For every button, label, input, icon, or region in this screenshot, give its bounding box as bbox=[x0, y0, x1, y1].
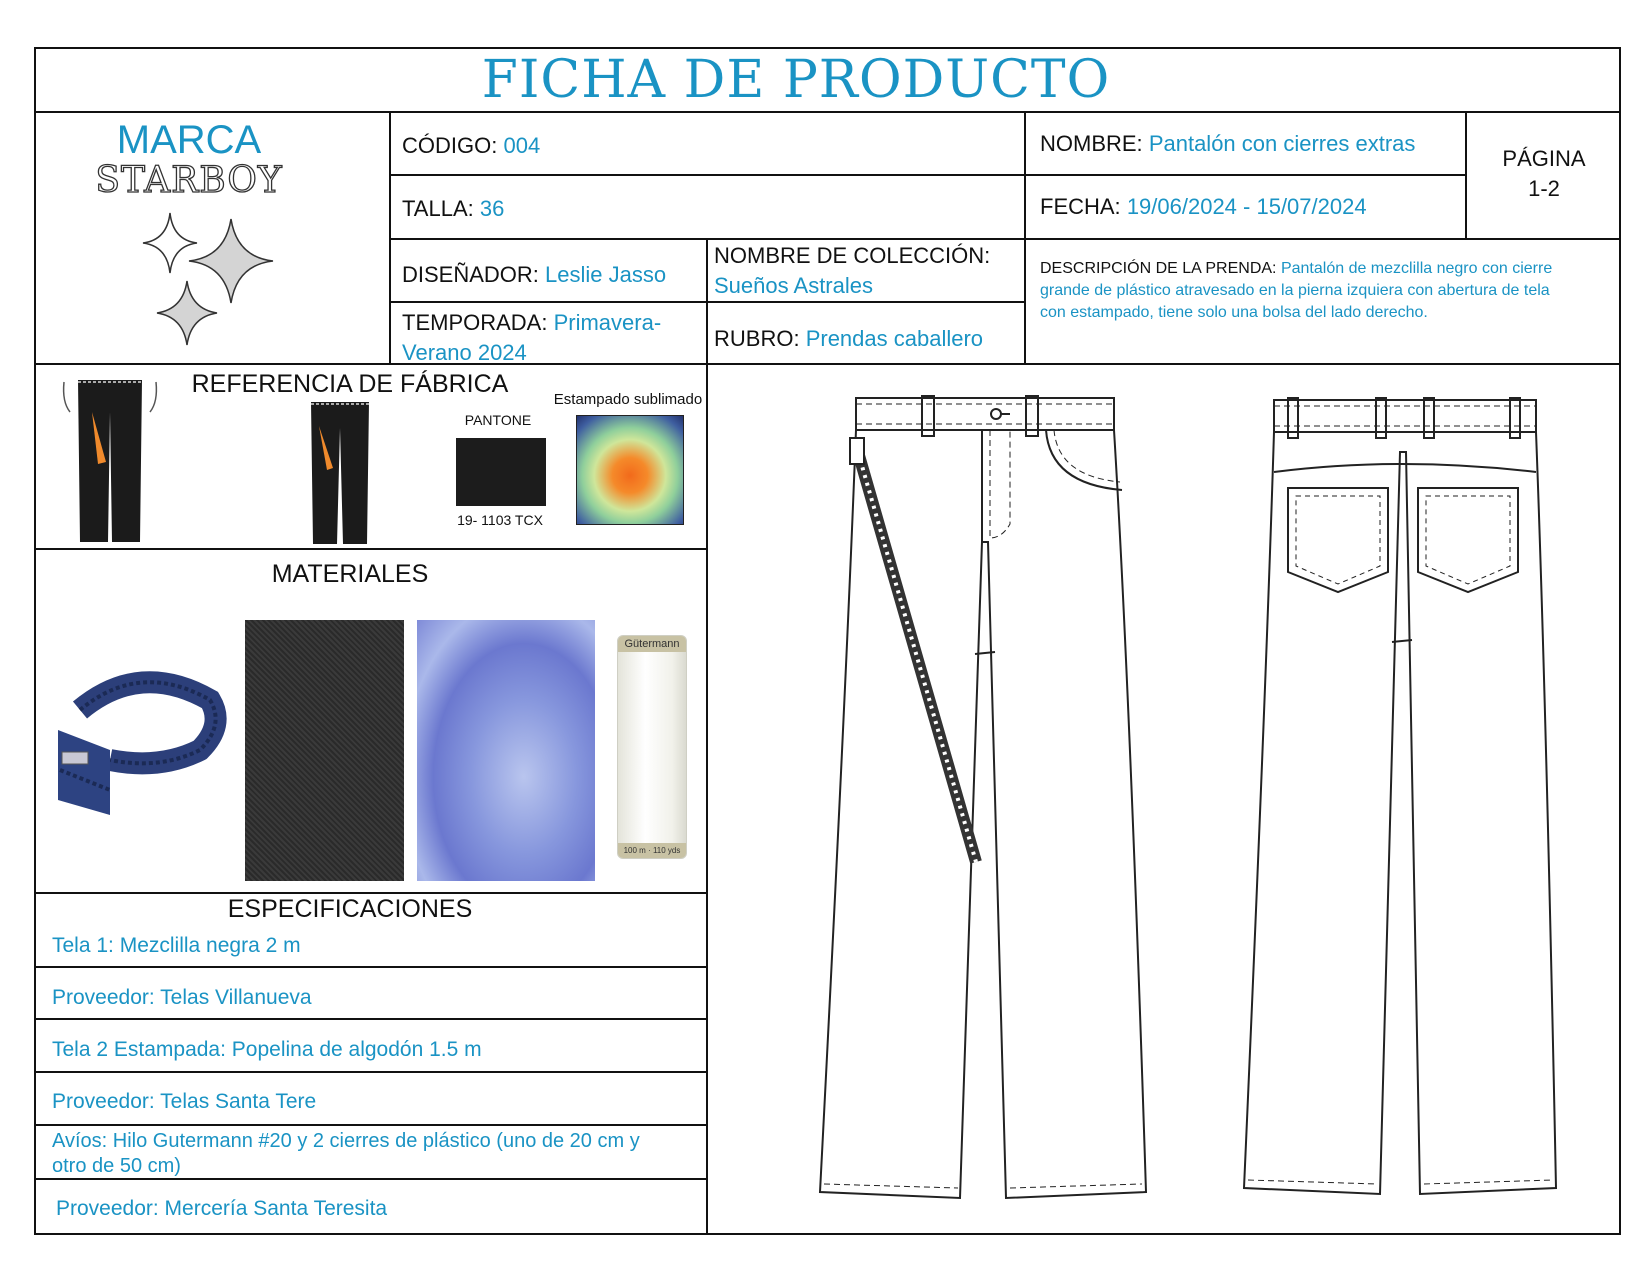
divider bbox=[1024, 111, 1026, 363]
rubro-field bbox=[714, 326, 983, 352]
thread-brand: Gütermann bbox=[618, 636, 686, 652]
materials-title: MATERIALES bbox=[271, 560, 429, 588]
divider bbox=[34, 1124, 708, 1126]
back-pants-sketch bbox=[1240, 392, 1570, 1212]
fecha-value: 19/06/2024 - 15/07/2024 bbox=[1126, 194, 1367, 219]
fecha-label: FECHA: bbox=[1040, 194, 1121, 219]
brand-name: STARBOY bbox=[95, 160, 283, 201]
descripcion-text: con estampado, tiene solo una bolsa del lado derecho. bbox=[1040, 304, 1428, 321]
spec-row: Proveedor: Mercería Santa Teresita bbox=[56, 1197, 388, 1220]
spec-row: Avíos: Hilo Gutermann #20 y 2 cierres de plástico (uno de 20 cm y bbox=[52, 1130, 640, 1152]
temporada-value-cont: Verano 2024 bbox=[402, 340, 527, 365]
pagina-value: 1-2 bbox=[1528, 176, 1560, 201]
front-pants-sketch bbox=[810, 392, 1160, 1212]
thread-spool-image bbox=[617, 635, 687, 859]
spec-row: otro de 50 cm) bbox=[52, 1155, 181, 1177]
lining-fabric-swatch bbox=[417, 620, 595, 881]
divider bbox=[389, 238, 1621, 240]
divider bbox=[34, 892, 708, 894]
divider bbox=[34, 1018, 708, 1020]
page-title: FICHA DE PRODUCTO bbox=[481, 50, 1111, 110]
reference-garment-1-image bbox=[60, 372, 160, 544]
divider bbox=[34, 1178, 708, 1180]
nombre-label: NOMBRE: bbox=[1040, 131, 1143, 156]
spec-row: Proveedor: Telas Villanueva bbox=[52, 986, 312, 1009]
spec-row: Tela 1: Mezclilla negra 2 m bbox=[52, 934, 301, 957]
brand-label: MARCA bbox=[116, 118, 262, 162]
fabric-reference-title: REFERENCIA DE FÁBRICA bbox=[191, 370, 509, 398]
spec-row: Proveedor: Telas Santa Tere bbox=[52, 1090, 317, 1113]
specifications-title: ESPECIFICACIONES bbox=[227, 895, 473, 923]
nombre-value: Pantalón con cierres extras bbox=[1148, 131, 1416, 156]
rubro-label: RUBRO: bbox=[714, 326, 800, 351]
talla-label: TALLA: bbox=[402, 196, 474, 221]
descripcion-text: Pantalón de mezclilla negro con cierre bbox=[1280, 260, 1553, 277]
temporada-field bbox=[402, 310, 661, 336]
denim-fabric-swatch bbox=[245, 620, 404, 881]
divider bbox=[1024, 174, 1467, 176]
coleccion-label: NOMBRE DE COLECCIÓN: bbox=[714, 243, 991, 268]
spec-row: Tela 2 Estampada: Popelina de algodón 1.5 m bbox=[52, 1038, 482, 1061]
print-swatch bbox=[576, 415, 684, 525]
talla-value: 36 bbox=[479, 196, 505, 221]
pantone-label: PANTONE bbox=[464, 412, 532, 428]
divider bbox=[34, 363, 1621, 365]
temporada-label: TEMPORADA: bbox=[402, 310, 548, 335]
pantone-swatch bbox=[456, 438, 546, 506]
codigo-field bbox=[402, 133, 540, 159]
disenador-field bbox=[402, 262, 666, 288]
divider bbox=[706, 363, 708, 1235]
divider bbox=[34, 548, 708, 550]
nombre-field bbox=[1040, 131, 1415, 157]
descripcion-label: DESCRIPCIÓN DE LA PRENDA: bbox=[1040, 260, 1277, 277]
divider bbox=[389, 301, 1026, 303]
codigo-value: 004 bbox=[503, 133, 541, 158]
print-label: Estampado sublimado bbox=[553, 391, 703, 408]
pagina-label: PÁGINA bbox=[1502, 146, 1586, 171]
coleccion-value: Sueños Astrales bbox=[714, 273, 873, 298]
divider bbox=[389, 111, 391, 363]
disenador-label: DISEÑADOR: bbox=[402, 262, 539, 287]
talla-field bbox=[402, 196, 504, 222]
divider bbox=[34, 966, 708, 968]
descripcion-text: grande de plástico atravesado en la pierna izquiera con abertura de tela bbox=[1040, 282, 1550, 299]
descripcion-block bbox=[1040, 258, 1610, 324]
codigo-label: CÓDIGO: bbox=[402, 133, 498, 158]
divider bbox=[389, 174, 1026, 176]
divider bbox=[34, 1071, 708, 1073]
pantone-code: 19- 1103 TCX bbox=[457, 512, 543, 528]
rubro-value: Prendas caballero bbox=[805, 326, 984, 351]
temporada-value: Primavera- bbox=[553, 310, 662, 335]
disenador-value: Leslie Jasso bbox=[545, 262, 667, 287]
reference-garment-2-image bbox=[305, 398, 375, 546]
sparkle-logo-icon bbox=[135, 205, 295, 355]
zipper-image bbox=[50, 640, 240, 830]
thread-label: 100 m · 110 yds bbox=[618, 843, 686, 858]
divider bbox=[34, 111, 1621, 113]
fecha-field bbox=[1040, 194, 1367, 220]
